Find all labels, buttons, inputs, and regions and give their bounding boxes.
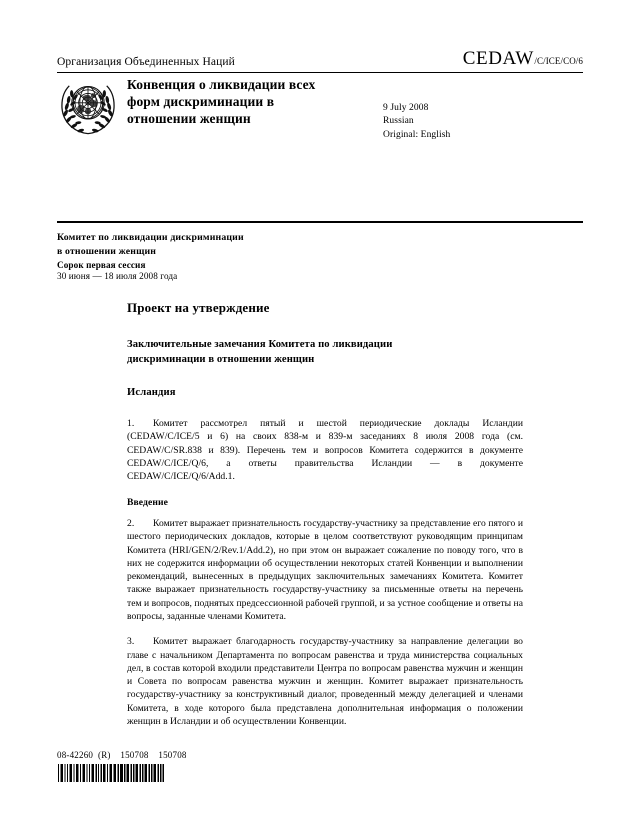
committee-name-line-2: в отношении женщин [57,245,157,257]
paragraph-3-text: Комитет выражает благодарность государству-участнику за направление делегации во главе с начальником Департамента по вопросам равенства и труда министерства социальных дел, в состав которой входили представители Центра по вопросам равенства мужчин и женщин и Совета по вопросам равенства мужчин и женщин. Комитет выражает признательность государству-участнику за конструктивный диалог, проведенный между делегацией и членами Комитета, в ходе которого была представлена дополнительная информация о положении женщин в Исландии и об осуществлении Конвенции. [127,636,523,727]
document-language: Russian [383,116,414,127]
organization-name: Организация Объединенных Наций [57,55,235,68]
section-heading-introduction: Введение [127,497,168,509]
document-symbol-main: CEDAW [462,48,534,69]
page-footer [57,751,457,782]
committee-session-dates: 30 июня — 18 июля 2008 года [57,270,178,281]
paragraph-3 [127,635,523,728]
paragraph-2-number: 2. [127,517,135,529]
concluding-observations-heading [127,337,523,369]
concluding-observations-heading-line-2: дискриминации в отношении женщин [127,354,315,366]
document-original-language: Original: English [383,129,451,140]
main-content [127,300,523,728]
header-section-rule [57,221,583,223]
document-symbol-suffix: /C/ICE/CO/6 [534,56,583,66]
committee-block [57,231,477,281]
committee-session: Сорок первая сессия [57,259,146,270]
document-symbol [463,49,583,68]
draft-heading: Проект на утверждение [127,300,270,315]
masthead-title-row [57,76,583,142]
masthead [57,48,583,68]
un-emblem [57,78,119,136]
masthead-divider-rule [57,72,583,73]
paragraph-3-number: 3. [127,636,135,648]
masthead-top-row [57,48,583,68]
paragraph-2 [127,517,523,623]
job-number: 08-42260 (R) 150708 150708 [57,750,187,760]
country-heading: Исландия [127,387,176,399]
concluding-observations-heading-line-1: Заключительные замечания Комитета по ликвидации [127,338,393,350]
paragraph-1-number: 1. [127,418,135,430]
convention-title [127,76,359,127]
paragraph-1 [127,417,523,483]
document-date: 9 July 2008 [383,103,429,113]
committee-name [57,231,477,259]
paragraph-2-text: Комитет выражает признательность государству-участнику за представление его пятого и шестого периодических докладов, которые в целом соответствуют руководящим принципам Комитета (HRI/GEN/2/Rev.1/Add.2), но при этом он выражает сожаление по поводу того, что в них не содержится информации об осуществлении некоторых статей Конвенции и выполнении рекомендаций, вынесенных в предыдущих заключительных замечаниях Комитета. Комитет также выражает признательность государству-участнику за письменные ответы на перечень тем и вопросов, поднятых предсессионной рабочей группой, и за устное сообщение и ответы на вопросы, заданные членами Комитета. [127,517,523,622]
convention-title-line-2: форм дискриминации в [127,94,275,109]
document-barcode [57,764,165,782]
paragraph-1-text: Комитет рассмотрел пятый и шестой периодические доклады Исландии (CEDAW/C/ICE/5 и 6) на своих 838-м и 839-м заседаниях 8 июля 2008 года (см. CEDAW/C/SR.838 и 839). Перечень тем и вопросов Комитета содержится в документе CEDAW/C/ICE/Q/6, а ответы правительства Исландии — в документе CEDAW/C/ICE/Q/6/Add.1. [127,418,523,483]
distribution-block [383,76,450,142]
convention-title-line-3: отношении женщин [127,111,251,126]
convention-title-line-1: Конвенция о ликвидации всех [127,77,316,92]
committee-name-line-1: Комитет по ликвидации дискриминации [57,232,244,243]
